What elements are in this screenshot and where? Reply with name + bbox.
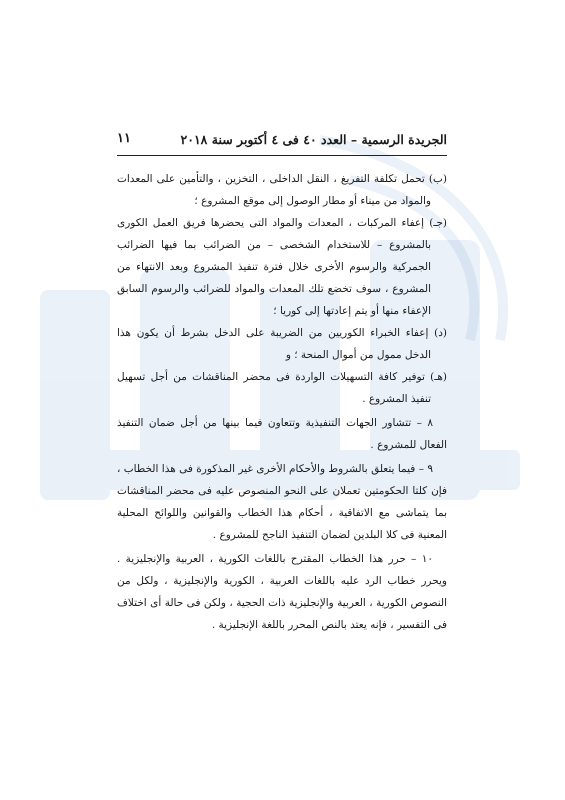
paragraph-10: ١٠ – حرر هذا الخطاب المقترح باللغات الكورية ، العربية والإنجليزية . ويحرر خطاب الرد عليه باللغات العربية ، الكورية والإنجليزية ، ولكل من النصوص الكورية ، العربية والإنجليزية ذات الحجية ، ولكن فى حالة أى اختلاف فى التفسير ، فإنه يعتد بالنص المحرر باللغة الإنجليزية . — [117, 553, 447, 631]
paragraph-j: (جـ) إعفاء المركبات ، المعدات والمواد التى يحضرها فريق العمل الكورى بالمشروع – للاستخدام الشخصى – من الضرائب بما فيها الضرائب الجمركية والرسوم الأخرى خلال فترة تنفيذ المشروع وبعد الانتهاء من المشروع ، سوف تخضع تلك المعدات والمواد للضرائب والرسوم السابق الإعفاء منها أو يتم إعادتها إلى كوريا ؛ — [117, 217, 447, 317]
paragraph-9: ٩ – فيما يتعلق بالشروط والأحكام الأخرى غير المذكورة فى هذا الخطاب ، فإن كلتا الحكومتين تعملان على النحو المنصوص عليه فى محضر المناقشات بما يتماشى مع الاتفاقية ، أحكام هذا الخطاب والقوانين واللوائح المحلية المعنية فى كلا البلدين لضمان التنفيذ الناجح للمشروع . — [117, 463, 447, 541]
paragraph-8: ٨ – تتشاور الجهات التنفيذية وتتعاون فيما بينها من أجل ضمان التنفيذ الفعال للمشروع . — [117, 417, 447, 451]
gazette-title: الجريدة الرسمية – العدد ٤٠ فى ٤ أكتوبر سنة ٢٠١٨ — [180, 132, 447, 147]
paragraph-b: (ب) تحمل تكلفة التفريغ ، النقل الداخلى ، التخزين ، والتأمين على المعدات والمواد من ميناء أو مطار الوصول إلى موقع المشروع ؛ — [117, 173, 447, 207]
header-rule — [117, 155, 447, 156]
page-header — [117, 126, 447, 156]
paragraph-h: (هـ) توفير كافة التسهيلات الواردة فى محضر المناقشات من أجل تسهيل تنفيذ المشروع . — [117, 371, 447, 405]
page-number: ١١ — [117, 131, 131, 146]
document-body — [117, 168, 447, 636]
paragraph-d: (د) إعفاء الخبراء الكوريين من الضريبة على الدخل بشرط أن يكون هذا الدخل ممول من أموال المنحة ؛ و — [117, 327, 447, 361]
